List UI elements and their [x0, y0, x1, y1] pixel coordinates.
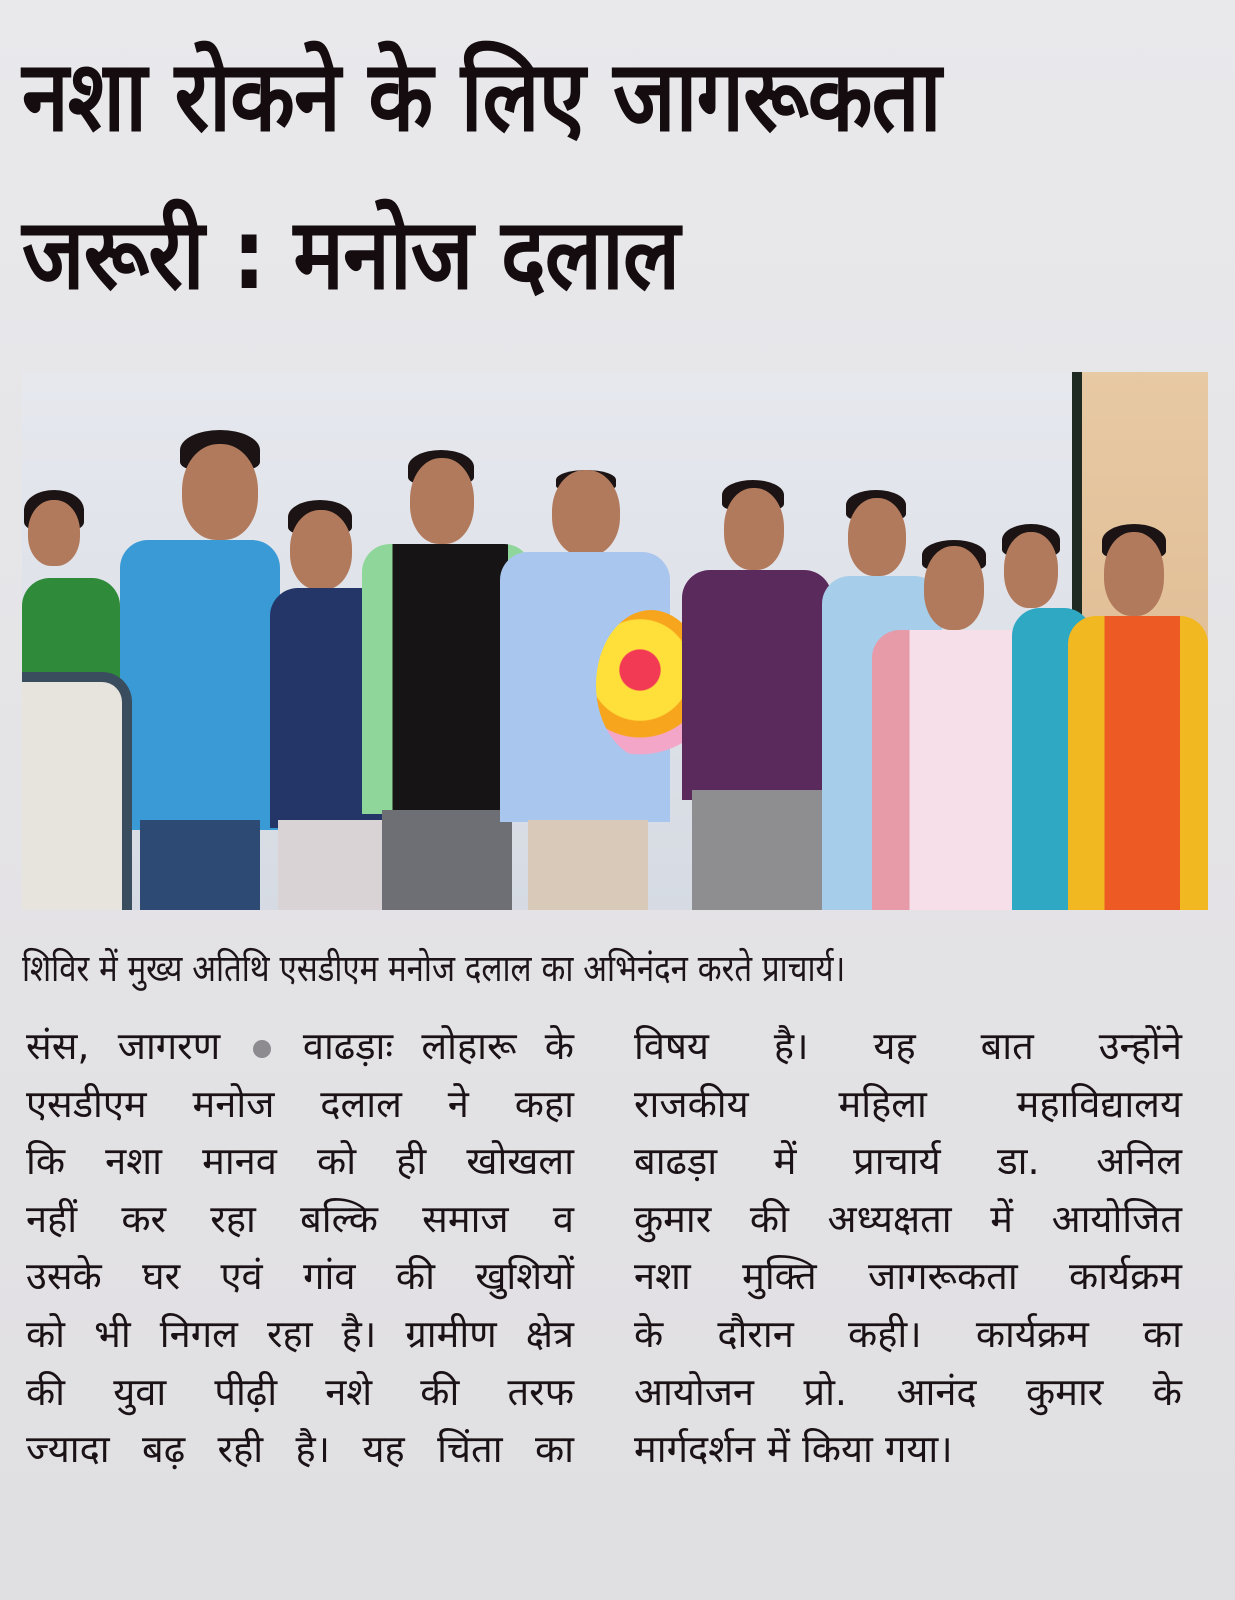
body-line: को भी निगल रहा है। ग्रामीण क्षेत्र [26, 1311, 574, 1356]
body-line: की युवा पीढ़ी नशे की तरफ [26, 1369, 574, 1414]
body-column-left [26, 1018, 574, 1479]
photo-caption: शिविर में मुख्य अतिथि एसडीएम मनोज दलाल का अभिनंदन करते प्राचार्य। [22, 947, 846, 990]
body-line: कि नशा मानव को ही खोखला [26, 1139, 574, 1184]
body-line: एसडीएम मनोज दलाल ने कहा [26, 1081, 574, 1126]
body-line: नशा मुक्ति जागरूकता कार्यक्रम [634, 1254, 1182, 1299]
person-figure [1068, 524, 1208, 910]
body-line: ज्यादा बढ़ रही है। यह चिंता का [26, 1427, 574, 1472]
body-column-right [634, 1018, 1182, 1479]
bullet-dot-icon [253, 1040, 271, 1058]
body-line: कुमार की अध्यक्षता में आयोजित [634, 1196, 1182, 1241]
podium [22, 672, 132, 910]
headline-line-1: नशा रोकने के लिए जागरूकता [22, 40, 941, 154]
headline [22, 18, 1054, 334]
body-line: राजकीय महिला महाविद्यालय [634, 1081, 1182, 1126]
person-figure [120, 430, 280, 910]
headline-line-2: जरूरी : मनोज दलाल [22, 198, 680, 312]
body-line: बाढड़ा में प्राचार्य डा. अनिल [634, 1139, 1182, 1184]
news-photo [22, 372, 1208, 910]
dateline-line [26, 1018, 574, 1076]
body-line: के दौरान कही। कार्यक्रम का [634, 1311, 1182, 1356]
body-text: लोहारू के [421, 1024, 574, 1068]
body-line-last: मार्गदर्शन में किया गया। [634, 1427, 953, 1472]
body-line: विषय है। यह बात उन्होंने [634, 1024, 1182, 1068]
body-line: नहीं कर रहा बल्कि समाज व [26, 1196, 574, 1241]
body-line: उसके घर एवं गांव की खुशियों [26, 1254, 574, 1299]
dateline-place: वाढड़ाः [302, 1024, 394, 1068]
body-line: आयोजन प्रो. आनंद कुमार के [634, 1369, 1182, 1414]
dateline-source: संस, जागरण [26, 1024, 221, 1068]
person-figure [682, 480, 832, 910]
